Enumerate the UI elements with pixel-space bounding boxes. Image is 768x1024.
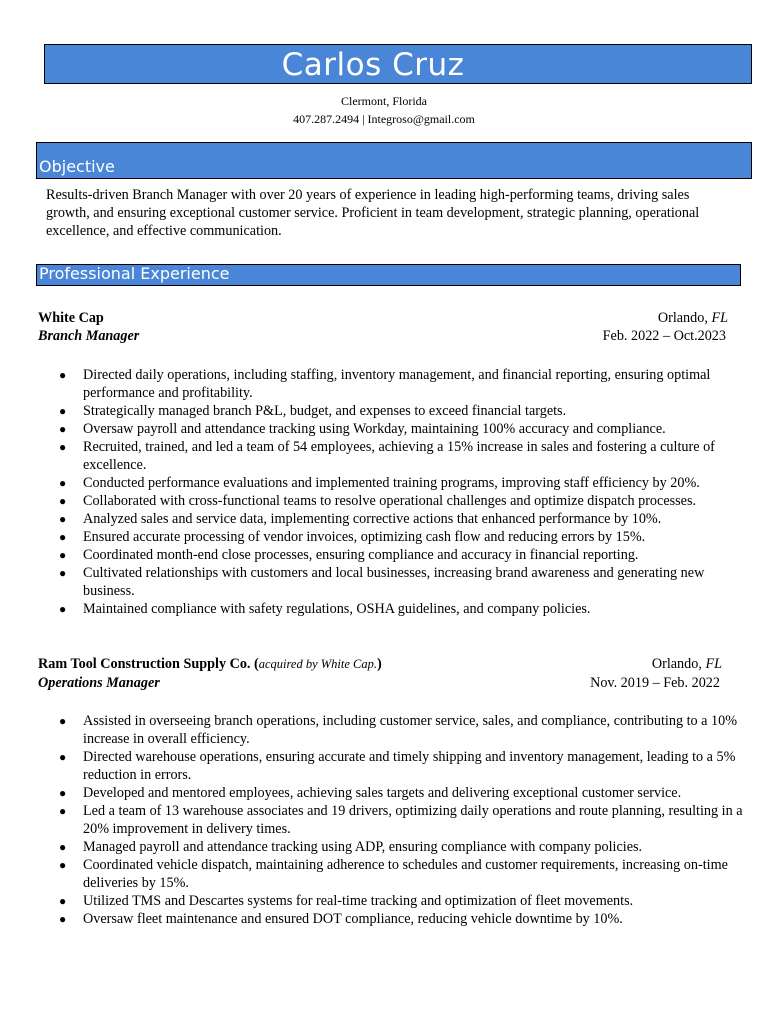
list-item: ● Developed and mentored employees, achieving sales targets and delivering exceptional customer service. — [59, 785, 682, 801]
job-2-dates: Nov. 2019 – Feb. 2022 — [590, 675, 720, 691]
bullet-icon: ● — [59, 368, 67, 382]
list-item: ● Oversaw fleet maintenance and ensured DOT compliance, reducing vehicle downtime by 10%. — [59, 911, 623, 927]
name-banner — [44, 44, 752, 84]
bullet-icon: ● — [59, 566, 67, 580]
bullet-icon: ● — [59, 894, 67, 908]
list-item: ● Directed warehouse operations, ensuring accurate and timely shipping and inventory management, leading to a 5% reduction in errors. — [59, 749, 736, 783]
list-item: ● Maintained compliance with safety regulations, OSHA guidelines, and company policies. — [59, 601, 591, 617]
list-item: ● Analyzed sales and service data, implementing corrective actions that enhanced performance by 10%. — [59, 511, 662, 527]
bullet-icon: ● — [59, 422, 67, 436]
bullet-icon: ● — [59, 912, 67, 926]
job-1-title: Branch Manager — [38, 328, 140, 344]
list-item: ● Conducted performance evaluations and implemented training programs, improving staff efficiency by 20%. — [59, 475, 700, 491]
bullet-icon: ● — [59, 440, 67, 454]
objective-heading: Objective — [39, 157, 115, 176]
job-1-location — [658, 309, 728, 327]
job-1-state: FL — [711, 310, 728, 326]
job-1-city: Orlando, — [657, 310, 712, 326]
list-item: ● Ensured accurate processing of vendor invoices, optimizing cash flow and reducing errors by 15%. — [59, 529, 646, 545]
job-2-bullets — [38, 712, 768, 928]
list-item: ● Recruited, trained, and led a team of 54 employees, achieving a 15% increase in sales and fostering a culture of excellence. — [59, 439, 715, 473]
job-2-location — [652, 655, 722, 673]
job-1-bullets — [38, 366, 756, 618]
bullet-icon: ● — [59, 476, 67, 490]
list-item: ● Managed payroll and attendance tracking using ADP, ensuring compliance with company policies. — [59, 839, 643, 855]
bullet-icon: ● — [59, 714, 67, 728]
experience-heading-bar — [36, 264, 741, 286]
bullet-icon: ● — [59, 530, 67, 544]
job-1-dates: Feb. 2022 – Oct.2023 — [602, 328, 726, 344]
bullet-icon: ● — [59, 512, 67, 526]
bullet-icon: ● — [59, 786, 67, 800]
job-2-state: FL — [705, 656, 722, 672]
location: Clermont, Florida — [341, 94, 427, 108]
bullet-icon: ● — [59, 494, 67, 508]
bullet-icon: ● — [59, 404, 67, 418]
list-item: ● Utilized TMS and Descartes systems for real-time tracking and optimization of fleet movements. — [59, 893, 634, 909]
objective-heading-bar — [36, 142, 752, 179]
list-item: ● Directed daily operations, including staffing, inventory management, and financial reporting, ensuring optimal performance and profitability. — [59, 367, 711, 401]
list-item: ● Oversaw payroll and attendance tracking using Workday, maintaining 100% accuracy and compliance. — [59, 421, 666, 437]
list-item: ● Cultivated relationships with customers and local businesses, increasing brand awareness and generating new business. — [59, 565, 705, 599]
bullet-icon: ● — [59, 548, 67, 562]
bullet-icon: ● — [59, 840, 67, 854]
bullet-icon: ● — [59, 858, 67, 872]
job-2-city: Orlando, — [651, 656, 706, 672]
list-item: ● Coordinated month-end close processes, ensuring compliance and accuracy in financial reporting. — [59, 547, 639, 563]
candidate-name: Carlos Cruz — [281, 47, 465, 83]
job-1-company: White Cap — [38, 310, 104, 326]
bullet-icon: ● — [59, 750, 67, 764]
phone-email: 407.287.2494 | Integroso@gmail.com — [293, 112, 475, 126]
experience-heading: Professional Experience — [39, 264, 230, 283]
bullet-icon: ● — [59, 804, 67, 818]
job-2-company: Ram Tool Construction Supply Co. (acquired by White Cap.) — [38, 656, 382, 672]
list-item: ● Coordinated vehicle dispatch, maintaining adherence to schedules and customer requirements, increasing on-time deliveries by 15%. — [59, 857, 728, 891]
list-item: ● Led a team of 13 warehouse associates and 19 drivers, optimizing daily operations and route planning, resulting in a 20% improvement in delivery times. — [59, 803, 743, 837]
objective-text: Results-driven Branch Manager with over 20 years of experience in leading high-performing teams, driving sales growth, and ensuring exceptional customer service. Proficient in team development, strategic planning, operational excellence, and effective communication. — [46, 187, 700, 240]
list-item: ● Strategically managed branch P&L, budget, and expenses to exceed financial targets. — [59, 403, 567, 419]
job-2-acquisition-note: acquired by White Cap. — [258, 657, 378, 671]
list-item: ● Collaborated with cross-functional teams to resolve operational challenges and optimize dispatch processes. — [59, 493, 697, 509]
job-2-title: Operations Manager — [38, 675, 160, 691]
bullet-icon: ● — [59, 602, 67, 616]
list-item: ● Assisted in overseeing branch operations, including customer service, sales, and compliance, contributing to a 10% increase in overall efficiency. — [59, 713, 738, 747]
